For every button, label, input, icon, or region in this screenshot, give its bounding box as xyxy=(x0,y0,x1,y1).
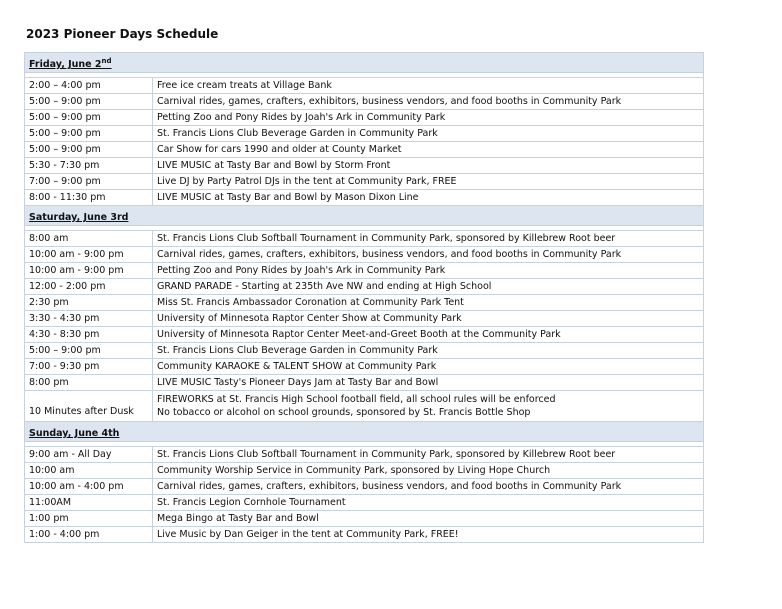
event-time: 10:00 am - 9:00 pm xyxy=(25,263,153,279)
event-time: 2:30 pm xyxy=(25,295,153,311)
event-description xyxy=(153,391,704,422)
event-description: Mega Bingo at Tasty Bar and Bowl xyxy=(153,511,704,527)
event-description: St. Francis Lions Club Beverage Garden in Community Park xyxy=(153,343,704,359)
table-row xyxy=(25,263,704,279)
event-description: University of Minnesota Raptor Center Show at Community Park xyxy=(153,311,704,327)
table-row xyxy=(25,190,704,206)
event-description: GRAND PARADE - Starting at 235th Ave NW and ending at High School xyxy=(153,279,704,295)
table-row xyxy=(25,126,704,142)
event-time: 7:00 – 9:00 pm xyxy=(25,174,153,190)
event-time: 10:00 am - 9:00 pm xyxy=(25,247,153,263)
table-row xyxy=(25,247,704,263)
day-label: Saturday, June 3rd xyxy=(25,206,704,226)
event-line-1: FIREWORKS at St. Francis High School football field, all school rules will be enforced xyxy=(157,394,556,405)
event-description: St. Francis Legion Cornhole Tournament xyxy=(153,495,704,511)
event-description: LIVE MUSIC at Tasty Bar and Bowl by Mason Dixon Line xyxy=(153,190,704,206)
event-description: University of Minnesota Raptor Center Meet-and-Greet Booth at the Community Park xyxy=(153,327,704,343)
event-description: Live Music by Dan Geiger in the tent at Community Park, FREE! xyxy=(153,527,704,543)
event-description: Petting Zoo and Pony Rides by Joah's Ark in Community Park xyxy=(153,263,704,279)
event-time: 5:30 - 7:30 pm xyxy=(25,158,153,174)
table-row xyxy=(25,527,704,543)
event-description: Carnival rides, games, crafters, exhibitors, business vendors, and food booths in Community Park xyxy=(153,247,704,263)
day-label: Friday, June 2nd xyxy=(25,53,704,73)
event-time: 8:00 - 11:30 pm xyxy=(25,190,153,206)
event-line-2: No tobacco or alcohol on school grounds, sponsored by St. Francis Bottle Shop xyxy=(157,407,531,418)
table-row xyxy=(25,94,704,110)
table-row xyxy=(25,359,704,375)
day-header-saturday xyxy=(25,206,704,226)
event-description: Community KARAOKE & TALENT SHOW at Community Park xyxy=(153,359,704,375)
event-time: 5:00 – 9:00 pm xyxy=(25,343,153,359)
event-description: St. Francis Lions Club Softball Tournament in Community Park, sponsored by Killebrew Root beer xyxy=(153,231,704,247)
table-row xyxy=(25,231,704,247)
table-row xyxy=(25,78,704,94)
event-time: 7:00 - 9:30 pm xyxy=(25,359,153,375)
event-description: Miss St. Francis Ambassador Coronation at Community Park Tent xyxy=(153,295,704,311)
table-row xyxy=(25,463,704,479)
event-time: 10 Minutes after Dusk xyxy=(25,391,153,422)
event-time: 10:00 am xyxy=(25,463,153,479)
event-time: 9:00 am - All Day xyxy=(25,447,153,463)
event-description: LIVE MUSIC at Tasty Bar and Bowl by Storm Front xyxy=(153,158,704,174)
event-description: Petting Zoo and Pony Rides by Joah's Ark in Community Park xyxy=(153,110,704,126)
table-row xyxy=(25,279,704,295)
table-row xyxy=(25,495,704,511)
table-row xyxy=(25,110,704,126)
event-description: Carnival rides, games, crafters, exhibitors, business vendors, and food booths in Community Park xyxy=(153,94,704,110)
event-time: 5:00 – 9:00 pm xyxy=(25,126,153,142)
event-time: 5:00 – 9:00 pm xyxy=(25,94,153,110)
table-row xyxy=(25,142,704,158)
event-time: 5:00 – 9:00 pm xyxy=(25,110,153,126)
event-description: St. Francis Lions Club Beverage Garden in Community Park xyxy=(153,126,704,142)
event-time: 1:00 - 4:00 pm xyxy=(25,527,153,543)
event-time: 1:00 pm xyxy=(25,511,153,527)
table-row xyxy=(25,295,704,311)
event-time: 5:00 – 9:00 pm xyxy=(25,142,153,158)
table-row xyxy=(25,158,704,174)
table-row xyxy=(25,375,704,391)
event-time: 3:30 - 4:30 pm xyxy=(25,311,153,327)
table-row xyxy=(25,327,704,343)
document-title: 2023 Pioneer Days Schedule xyxy=(26,27,219,41)
day-label: Sunday, June 4th xyxy=(25,422,704,442)
event-description: LIVE MUSIC Tasty's Pioneer Days Jam at Tasty Bar and Bowl xyxy=(153,375,704,391)
table-row xyxy=(25,479,704,495)
table-row xyxy=(25,174,704,190)
table-row xyxy=(25,391,704,422)
table-row xyxy=(25,311,704,327)
day-header-sunday xyxy=(25,422,704,442)
event-description: Live DJ by Party Patrol DJs in the tent at Community Park, FREE xyxy=(153,174,704,190)
event-time: 2:00 – 4:00 pm xyxy=(25,78,153,94)
event-time: 10:00 am - 4:00 pm xyxy=(25,479,153,495)
event-time: 8:00 pm xyxy=(25,375,153,391)
event-time: 4:30 - 8:30 pm xyxy=(25,327,153,343)
table-row xyxy=(25,343,704,359)
event-time: 11:00AM xyxy=(25,495,153,511)
day-header-friday xyxy=(25,53,704,73)
table-row xyxy=(25,511,704,527)
event-time: 12:00 - 2:00 pm xyxy=(25,279,153,295)
event-description: Car Show for cars 1990 and older at County Market xyxy=(153,142,704,158)
table-row xyxy=(25,447,704,463)
event-description: St. Francis Lions Club Softball Tournament in Community Park, sponsored by Killebrew Root beer xyxy=(153,447,704,463)
event-description: Community Worship Service in Community Park, sponsored by Living Hope Church xyxy=(153,463,704,479)
event-description: Free ice cream treats at Village Bank xyxy=(153,78,704,94)
event-time: 8:00 am xyxy=(25,231,153,247)
event-description: Carnival rides, games, crafters, exhibitors, business vendors, and food booths in Community Park xyxy=(153,479,704,495)
schedule-table xyxy=(24,52,704,543)
